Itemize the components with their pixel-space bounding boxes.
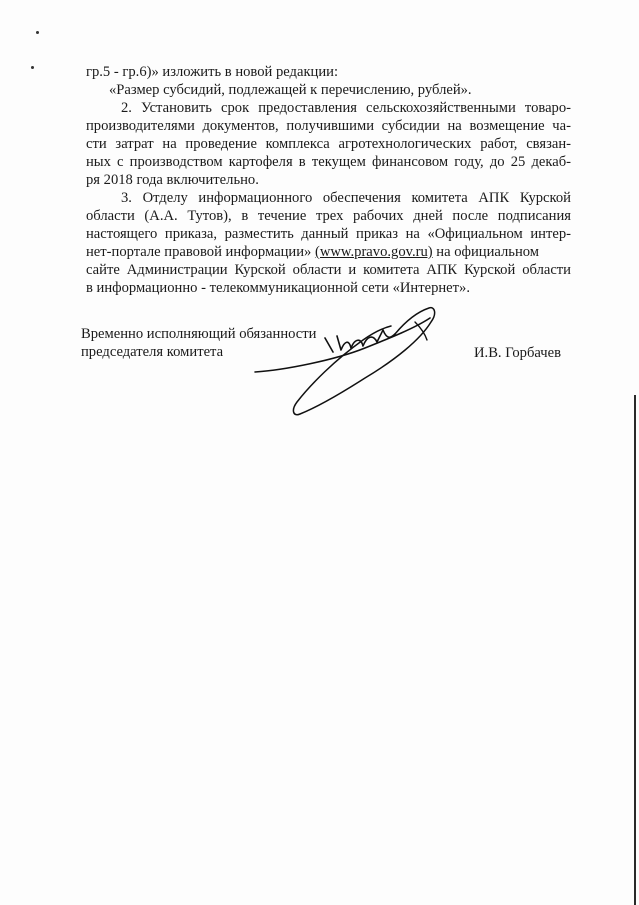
paragraph-3-line-3: настоящего приказа, разместить данный приказ на «Официальном интер- (86, 226, 571, 242)
paragraph-3-line-6: в информационно - телекоммуникационной сети «Интернет». (86, 280, 470, 296)
paragraph-3-line-4 (86, 243, 571, 261)
scan-edge-line (634, 395, 636, 905)
scan-speck (31, 66, 34, 69)
paragraph-2-line-1: 2. Установить срок предоставления сельскохозяйственными товаро- (121, 100, 571, 116)
handwritten-signature (245, 300, 445, 420)
pravo-link[interactable]: (www.pravo.gov.ru) (314, 244, 433, 260)
signer-position-line-2: председателя комитета (81, 344, 224, 360)
line-text-after-link: на официальном (432, 244, 540, 260)
paragraph-2-line-5: ря 2018 года включительно. (86, 172, 259, 188)
text-line: «Размер субсидий, подлежащей к перечислению, рублей». (109, 82, 472, 98)
signer-position-line-1: Временно исполняющий обязанности (81, 326, 317, 342)
paragraph-2-line-3: сти затрат на проведение комплекса агротехнологических работ, связан- (86, 136, 571, 152)
signer-name: И.В. Горбачев (474, 345, 561, 361)
paragraph-3-line-2: области (А.А. Тутов), в течение трех рабочих дней после подписания (86, 208, 571, 224)
paragraph-2-line-4: ных с производством картофеля в текущем финансовом году, до 25 декаб- (86, 154, 571, 170)
paragraph-3-line-1: 3. Отделу информационного обеспечения комитета АПК Курской (121, 190, 571, 206)
paragraph-3-line-5: сайте Администрации Курской области и комитета АПК Курской области (86, 262, 571, 278)
line-text-before-link: нет-портале правовой информации» (86, 244, 315, 260)
scan-speck (36, 31, 39, 34)
text-line: гр.5 - гр.6)» изложить в новой редакции: (86, 64, 339, 80)
paragraph-2-line-2: производителями документов, получившими субсидии на возмещение ча- (86, 118, 571, 134)
